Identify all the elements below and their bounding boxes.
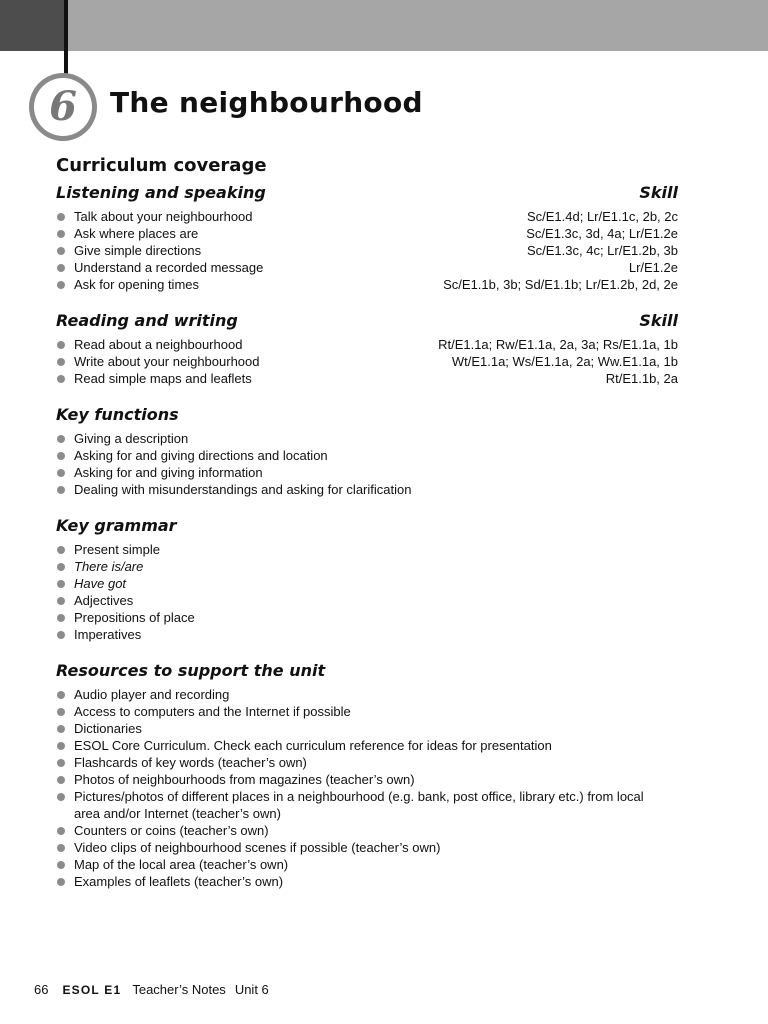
item-text: Write about your neighbourhood [74, 354, 260, 369]
section-heading: Listening and speaking [56, 183, 266, 202]
item-text: Prepositions of place [74, 610, 195, 625]
list-item [56, 788, 678, 822]
section-listening-speaking [56, 181, 678, 293]
unit-label: Unit 6 [234, 982, 269, 997]
skill-code: Wt/E1.1a; Ws/E1.1a, 2a; Ww.E1.1a, 1b [451, 354, 678, 369]
section-heading: Reading and writing [56, 311, 238, 330]
bullet-icon [57, 435, 65, 443]
unit-number-badge [29, 73, 97, 141]
list-item [56, 592, 678, 609]
list-item [56, 575, 678, 592]
section-heading-row [56, 659, 678, 683]
list-item [56, 609, 678, 626]
list-item [56, 430, 678, 447]
unit-number: 6 [49, 83, 77, 130]
reading-list [56, 336, 678, 387]
bullet-icon [57, 597, 65, 605]
list-item [56, 771, 678, 788]
item-text: Map of the local area (teacher’s own) [74, 857, 289, 872]
bullet-icon [57, 469, 65, 477]
section-heading: Key functions [56, 405, 179, 424]
skill-column-heading: Skill [639, 183, 678, 202]
item-text: ESOL Core Curriculum. Check each curriculum reference for ideas for presentation [74, 738, 552, 753]
page-number: 66 [34, 982, 49, 997]
bullet-icon [57, 861, 65, 869]
bullet-icon [57, 878, 65, 886]
bullet-icon [57, 708, 65, 716]
section-heading-row [56, 181, 678, 205]
list-item [56, 370, 678, 387]
list-item [56, 353, 678, 370]
notes-label: Teacher’s Notes [132, 982, 226, 997]
skill-column-heading: Skill [639, 311, 678, 330]
bullet-icon [57, 452, 65, 460]
item-text: Have got [74, 576, 127, 591]
item-text: Flashcards of key words (teacher’s own) [74, 755, 307, 770]
section-key-functions [56, 403, 678, 498]
bullet-icon [57, 230, 65, 238]
bullet-icon [57, 844, 65, 852]
item-text: Read about a neighbourhood [74, 337, 243, 352]
item-text: Imperatives [74, 627, 142, 642]
bullet-icon [57, 264, 65, 272]
item-text: Counters or coins (teacher’s own) [74, 823, 269, 838]
header-divider-line [64, 0, 68, 78]
skill-code: Sc/E1.1b, 3b; Sd/E1.1b; Lr/E1.2b, 2d, 2e [443, 277, 678, 292]
item-text: Give simple directions [74, 243, 202, 258]
item-text: Asking for and giving information [74, 465, 263, 480]
list-item [56, 873, 678, 890]
item-text: Pictures/photos of different places in a neighbourhood (e.g. bank, post office, library etc.) from local area and/or Internet (teacher’s own) [74, 789, 644, 821]
item-text: Asking for and giving directions and location [74, 448, 328, 463]
header-bar-dark [0, 0, 64, 51]
item-text: Talk about your neighbourhood [74, 209, 253, 224]
bullet-icon [57, 247, 65, 255]
page-footer [34, 982, 269, 997]
section-key-grammar [56, 514, 678, 643]
section-heading: Resources to support the unit [56, 661, 326, 680]
bullet-icon [57, 691, 65, 699]
list-item [56, 686, 678, 703]
bullet-icon [57, 776, 65, 784]
bullet-icon [57, 580, 65, 588]
section-resources [56, 659, 678, 890]
bullet-icon [57, 725, 65, 733]
item-text: Photos of neighbourhoods from magazines (teacher’s own) [74, 772, 415, 787]
item-text: There is/are [74, 559, 144, 574]
item-text: Adjectives [74, 593, 134, 608]
header-bar-light [68, 0, 768, 51]
page-title: The neighbourhood [110, 86, 423, 119]
bullet-icon [57, 375, 65, 383]
item-text: Giving a description [74, 431, 189, 446]
list-item [56, 822, 678, 839]
bullet-icon [57, 486, 65, 494]
list-item [56, 336, 678, 353]
bullet-icon [57, 631, 65, 639]
bullet-icon [57, 759, 65, 767]
item-text: Present simple [74, 542, 160, 557]
list-item [56, 481, 678, 498]
item-text: Dealing with misunderstandings and asking for clarification [74, 482, 412, 497]
list-item [56, 703, 678, 720]
section-heading-row [56, 309, 678, 333]
skill-code: Rt/E1.1b, 2a [605, 371, 678, 386]
skill-code: Rt/E1.1a; Rw/E1.1a, 2a, 3a; Rs/E1.1a, 1b [438, 337, 678, 352]
list-item [56, 464, 678, 481]
bullet-icon [57, 742, 65, 750]
section-heading: Key grammar [56, 516, 177, 535]
bullet-icon [57, 281, 65, 289]
unit-number-badge-inner [34, 78, 92, 136]
functions-list [56, 430, 678, 498]
listening-list [56, 208, 678, 293]
main-content [56, 155, 678, 906]
section-reading-writing [56, 309, 678, 387]
curriculum-coverage-heading: Curriculum coverage [56, 155, 267, 176]
item-text: Ask for opening times [74, 277, 200, 292]
item-text: Ask where places are [74, 226, 199, 241]
item-text: Access to computers and the Internet if possible [74, 704, 351, 719]
series-label: ESOL E1 [62, 983, 122, 997]
grammar-list [56, 541, 678, 643]
bullet-icon [57, 341, 65, 349]
list-item [56, 541, 678, 558]
skill-code: Lr/E1.2e [628, 260, 678, 275]
item-text: Examples of leaflets (teacher’s own) [74, 874, 284, 889]
skill-code: Sc/E1.4d; Lr/E1.1c, 2b, 2c [526, 209, 678, 224]
list-item [56, 737, 678, 754]
list-item [56, 208, 678, 225]
bullet-icon [57, 614, 65, 622]
bullet-icon [57, 213, 65, 221]
list-item [56, 447, 678, 464]
bullet-icon [57, 358, 65, 366]
item-text: Understand a recorded message [74, 260, 264, 275]
item-text: Video clips of neighbourhood scenes if possible (teacher’s own) [74, 840, 441, 855]
list-item [56, 225, 678, 242]
item-text: Dictionaries [74, 721, 142, 736]
skill-code: Sc/E1.3c, 3d, 4a; Lr/E1.2e [526, 226, 678, 241]
list-item [56, 276, 678, 293]
list-item [56, 242, 678, 259]
item-text: Read simple maps and leaflets [74, 371, 252, 386]
list-item [56, 720, 678, 737]
bullet-icon [57, 563, 65, 571]
list-item [56, 856, 678, 873]
item-text: Audio player and recording [74, 687, 230, 702]
section-heading-row [56, 514, 678, 538]
bullet-icon [57, 793, 65, 801]
skill-code: Sc/E1.3c, 4c; Lr/E1.2b, 3b [526, 243, 678, 258]
list-item [56, 626, 678, 643]
bullet-icon [57, 827, 65, 835]
list-item [56, 259, 678, 276]
list-item [56, 754, 678, 771]
section-heading-row [56, 403, 678, 427]
list-item [56, 558, 678, 575]
resources-list [56, 686, 678, 890]
bullet-icon [57, 546, 65, 554]
list-item [56, 839, 678, 856]
